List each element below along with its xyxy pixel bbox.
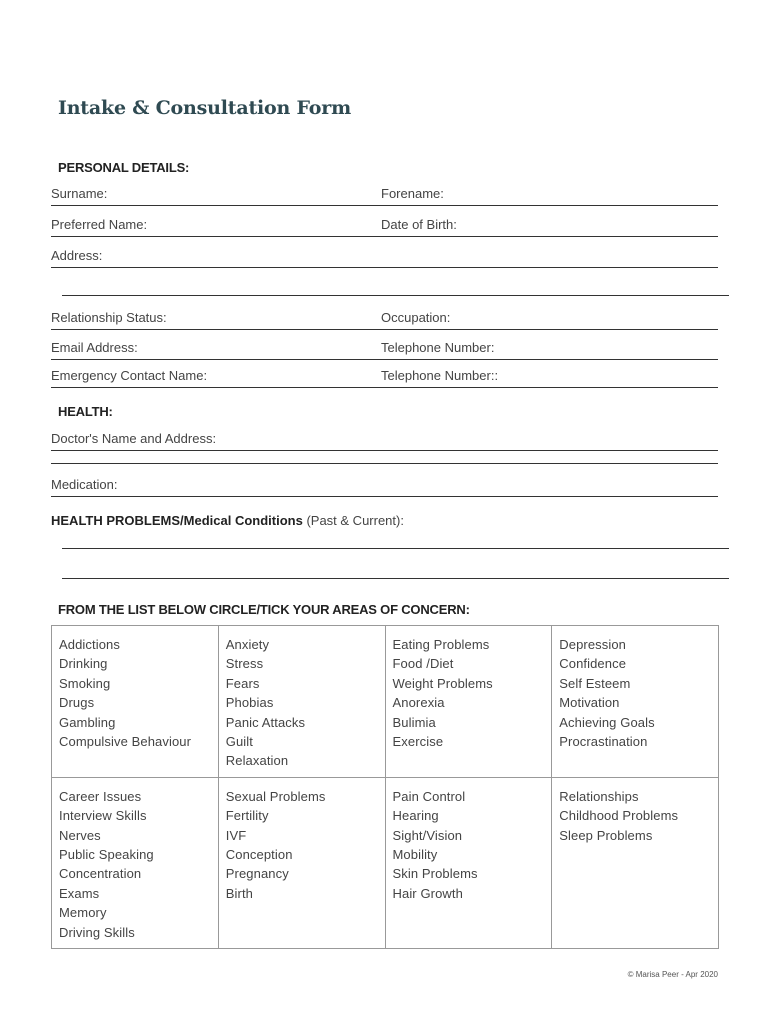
health-problems-line-1[interactable] xyxy=(62,548,729,549)
concern-item[interactable]: Sleep Problems xyxy=(559,827,653,843)
relationship-row xyxy=(51,310,718,330)
concern-item[interactable]: Driving Skills xyxy=(59,924,135,940)
concern-item[interactable]: Anxiety xyxy=(225,637,270,652)
concern-item[interactable]: Childhood Problems xyxy=(559,808,679,824)
forename-field[interactable] xyxy=(381,186,718,206)
doctor-line-2[interactable] xyxy=(51,463,718,464)
email-label: Email Address: xyxy=(51,340,138,355)
medication-field[interactable] xyxy=(51,477,718,497)
telephone-field[interactable] xyxy=(381,340,718,360)
concern-item[interactable]: Food /Diet xyxy=(392,656,454,672)
concern-item[interactable]: Drinking xyxy=(59,656,108,672)
concern-item[interactable]: Career Issues xyxy=(59,788,142,804)
surname-label: Surname: xyxy=(51,186,108,201)
health-problems-label xyxy=(51,513,404,528)
concern-item[interactable]: Sexual Problems xyxy=(225,788,326,804)
dob-field[interactable] xyxy=(381,217,718,237)
doctor-field[interactable] xyxy=(51,431,718,451)
concerns-cell xyxy=(218,777,385,948)
concern-item[interactable]: Hearing xyxy=(392,808,439,824)
health-problems-rest: (Past & Current): xyxy=(302,513,404,528)
concerns-cell xyxy=(52,626,219,778)
concern-item[interactable]: Exams xyxy=(59,885,100,901)
concern-item[interactable]: Memory xyxy=(59,905,107,921)
relationship-field[interactable] xyxy=(51,310,381,330)
emergency-contact-field[interactable] xyxy=(51,368,381,388)
concern-item[interactable]: Gambling xyxy=(59,714,116,730)
concern-item[interactable]: Fertility xyxy=(225,808,269,824)
concern-item[interactable]: Exercise xyxy=(392,734,444,750)
health-problems-line-2[interactable] xyxy=(62,578,729,579)
concern-item[interactable]: Eating Problems xyxy=(392,637,490,652)
telephone-label: Telephone Number: xyxy=(381,340,495,355)
concern-item[interactable]: Conception xyxy=(225,847,293,863)
concern-item[interactable]: Phobias xyxy=(225,695,274,711)
concerns-cell xyxy=(552,626,719,778)
doctor-row xyxy=(51,431,718,451)
concern-item[interactable]: Bulimia xyxy=(392,714,436,730)
occupation-label: Occupation: xyxy=(381,310,451,325)
concern-item[interactable]: Concentration xyxy=(59,866,142,882)
emergency-telephone-field[interactable] xyxy=(381,368,718,388)
concern-item[interactable]: IVF xyxy=(225,827,247,843)
doctor-label: Doctor's Name and Address: xyxy=(51,431,217,446)
name-row xyxy=(51,186,718,206)
concern-item[interactable]: Stress xyxy=(225,656,264,672)
concern-item[interactable]: Fears xyxy=(225,675,260,691)
concern-item[interactable]: Relationships xyxy=(559,788,639,804)
concerns-row-1 xyxy=(52,626,719,778)
concern-item[interactable]: Addictions xyxy=(59,637,120,652)
email-field[interactable] xyxy=(51,340,381,360)
form-title: Intake & Consultation Form xyxy=(58,97,351,119)
concern-item[interactable]: Hair Growth xyxy=(392,885,463,901)
concern-item[interactable]: Skin Problems xyxy=(392,866,478,882)
concern-item[interactable]: Procrastination xyxy=(559,734,648,750)
concern-item[interactable]: Sight/Vision xyxy=(392,827,463,843)
address-line-2[interactable] xyxy=(62,295,729,296)
concern-item[interactable]: Pain Control xyxy=(392,788,466,804)
concern-item[interactable]: Pregnancy xyxy=(225,866,289,882)
emergency-contact-label: Emergency Contact Name: xyxy=(51,368,208,383)
concerns-cell xyxy=(385,777,552,948)
concern-item[interactable]: Compulsive Behaviour xyxy=(59,734,192,750)
concern-item[interactable]: Confidence xyxy=(559,656,627,672)
concern-item[interactable]: Weight Problems xyxy=(392,675,493,691)
health-heading: HEALTH: xyxy=(58,404,113,419)
concerns-heading: FROM THE LIST BELOW CIRCLE/TICK YOUR AREAS OF CONCERN: xyxy=(58,602,470,617)
preferred-name-field[interactable] xyxy=(51,217,381,237)
concerns-cell xyxy=(385,626,552,778)
concern-item[interactable]: Birth xyxy=(225,885,253,901)
concern-item[interactable]: Nerves xyxy=(59,827,101,843)
concern-item[interactable]: Drugs xyxy=(59,695,95,711)
concern-item[interactable]: Panic Attacks xyxy=(225,714,306,730)
occupation-field[interactable] xyxy=(381,310,718,330)
address-row xyxy=(51,248,718,268)
concern-item[interactable]: Guilt xyxy=(225,734,253,750)
surname-field[interactable] xyxy=(51,186,381,206)
concerns-table xyxy=(51,625,719,949)
health-problems-bold: HEALTH PROBLEMS/Medical Conditions xyxy=(51,513,303,528)
concern-item[interactable]: Relaxation xyxy=(225,753,289,769)
medication-row xyxy=(51,477,718,497)
concern-item[interactable]: Achieving Goals xyxy=(559,714,655,730)
concern-item[interactable]: Mobility xyxy=(392,847,438,863)
concerns-cell xyxy=(52,777,219,948)
preferred-name-label: Preferred Name: xyxy=(51,217,148,232)
concern-item[interactable]: Self Esteem xyxy=(559,675,631,691)
relationship-label: Relationship Status: xyxy=(51,310,167,325)
emergency-row xyxy=(51,368,718,388)
footer-copyright: © Marisa Peer - Apr 2020 xyxy=(627,970,718,979)
concern-item[interactable]: Smoking xyxy=(59,675,111,691)
concern-item[interactable]: Anorexia xyxy=(392,695,445,711)
concerns-cell xyxy=(552,777,719,948)
concern-item[interactable]: Public Speaking xyxy=(59,847,154,863)
address-field[interactable] xyxy=(51,248,718,268)
emergency-telephone-label: Telephone Number:: xyxy=(381,368,499,383)
address-label: Address: xyxy=(51,248,103,263)
personal-details-heading: PERSONAL DETAILS: xyxy=(58,160,190,175)
concerns-row-2 xyxy=(52,777,719,948)
medication-label: Medication: xyxy=(51,477,118,492)
forename-label: Forename: xyxy=(381,186,444,201)
concern-item[interactable]: Interview Skills xyxy=(59,808,147,824)
email-row xyxy=(51,340,718,360)
concern-item[interactable]: Motivation xyxy=(559,695,620,711)
dob-label: Date of Birth: xyxy=(381,217,457,232)
concern-item[interactable]: Depression xyxy=(559,637,627,652)
concerns-cell xyxy=(218,626,385,778)
preferred-row xyxy=(51,217,718,237)
